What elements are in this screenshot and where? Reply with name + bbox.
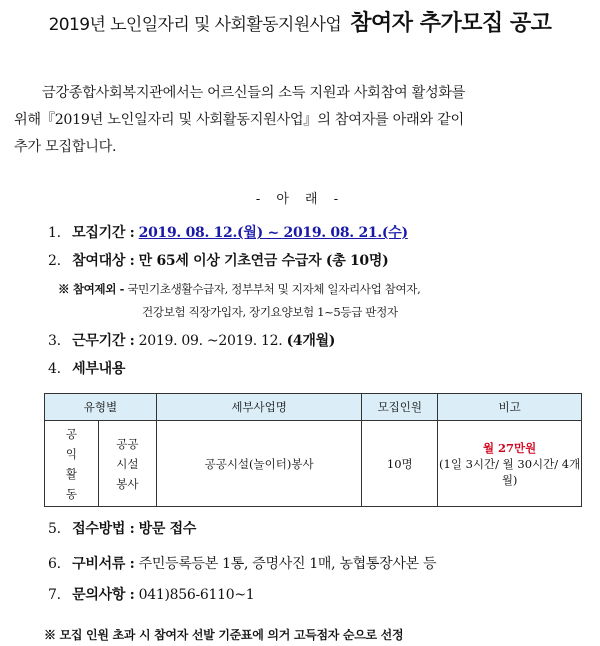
title-main: 2019년 노인일자리 및 사회활동지원사업	[48, 15, 342, 35]
table-row	[45, 421, 582, 507]
item-label: 참여대상 :	[72, 253, 135, 269]
type-main-cell	[45, 421, 99, 507]
exclusion-line-2: 건강보험 직장가입자, 장기요양보험 1~5등급 판정자	[142, 305, 398, 319]
intro-paragraph	[14, 80, 586, 161]
item-label: 근무기간 :	[72, 333, 135, 349]
item-details	[48, 358, 125, 378]
item-target	[48, 250, 388, 270]
type-main-char: 동	[65, 486, 77, 501]
exclusion-note	[58, 281, 420, 297]
type-sub-cell	[98, 421, 156, 507]
item-documents	[48, 553, 436, 573]
item-number: 1.	[48, 225, 61, 241]
item-label: 접수방법 :	[72, 521, 135, 537]
section-marker: - 아 래 -	[255, 192, 345, 207]
item-number: 5.	[48, 521, 61, 537]
item-work-period	[48, 330, 335, 350]
header-project: 세부사업명	[156, 394, 362, 421]
item-number: 4.	[48, 361, 61, 377]
schedule-text: (1일 3시간/ 월 30시간/ 4개월)	[439, 456, 581, 487]
project-cell: 공공시설(놀이터)봉사	[156, 421, 362, 507]
count-cell: 10명	[362, 421, 438, 507]
type-main-char: 공	[65, 426, 77, 441]
work-period-extra: (4개월)	[286, 333, 336, 349]
detail-table	[44, 393, 582, 507]
header-count: 모집인원	[362, 394, 438, 421]
item-number: 6.	[48, 556, 61, 572]
item-period	[48, 222, 408, 242]
period-value: 2019. 08. 12.(월) ~ 2019. 08. 21.(수)	[138, 225, 408, 241]
type-sub-word: 봉사	[116, 476, 139, 491]
method-value: 방문 접수	[138, 521, 197, 537]
intro-line-3: 추가 모집합니다.	[14, 139, 117, 155]
item-label: 문의사항 :	[72, 587, 135, 603]
intro-line-1: 금강종합사회복지관에서는 어르신들의 소득 지원과 사회참여 활성화를	[42, 85, 466, 101]
type-main-char: 익	[65, 446, 77, 461]
remarks-cell	[438, 421, 582, 507]
work-period-value: 2019. 09. ~2019. 12.	[138, 333, 283, 349]
pay-text: 월 27만원	[482, 440, 537, 455]
item-method	[48, 518, 196, 538]
title-emphasis: 참여자 추가모집 공고	[350, 11, 552, 36]
intro-line-2: 위해『2019년 노인일자리 및 사회활동지원사업』의 참여자를 아래와 같이	[14, 112, 464, 128]
type-sub-word: 시설	[116, 456, 139, 471]
item-label: 구비서류 :	[72, 556, 135, 572]
type-main-char: 활	[65, 466, 77, 481]
exclusion-line-1: 국민기초생활수급자, 정부부처 및 지자체 일자리사업 참여자,	[127, 282, 421, 296]
selection-note: ※ 모집 인원 초과 시 참여자 선발 기준표에 의거 고득점자 순으로 선정	[44, 628, 404, 642]
item-number: 7.	[48, 587, 61, 603]
table-header-row	[45, 394, 582, 421]
inquiry-value: 041)856-6110~1	[138, 587, 255, 603]
item-label: 모집기간 :	[72, 225, 135, 241]
header-remarks: 비고	[438, 394, 582, 421]
target-value: 만 65세 이상 기초연금 수급자 (총 10명)	[138, 253, 389, 269]
header-type: 유형별	[45, 394, 157, 421]
item-number: 3.	[48, 333, 61, 349]
item-number: 2.	[48, 253, 61, 269]
documents-value: 주민등록등본 1통, 증명사진 1매, 농협통장사본 등	[138, 556, 437, 572]
exclusion-label: ※ 참여제외 -	[58, 282, 125, 296]
item-inquiry	[48, 584, 254, 604]
item-label: 세부내용	[72, 361, 126, 377]
page-title	[0, 6, 600, 37]
type-sub-word: 공공	[116, 436, 139, 451]
